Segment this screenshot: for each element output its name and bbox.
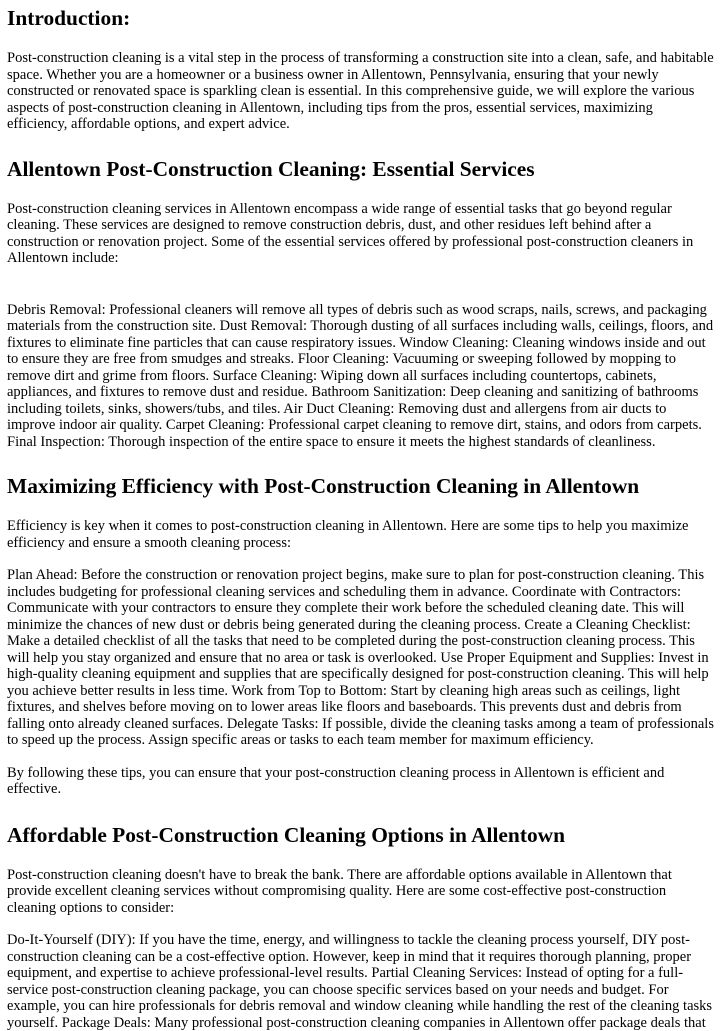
services-intro-paragraph: Post-construction cleaning services in Allentown encompass a wide range of essential tasks that go beyond regular cleaning. These services are designed to remove construction debris, dust, and other residues left behind after a construction or renovation project. Some of the essential services offered by professional post-construction cleaners in Allentown include: — [7, 200, 694, 266]
affordable-options-paragraph: Do-It-Yourself (DIY): If you have the time, energy, and willingness to tackle the cleaning process yourself, DIY post-construction cleaning can be a cost-effective option. However, keep in mind that it requires thorough planning, proper equipment, and expertise to achieve professional-level results. Partial Cleaning Services: Instead of opting for a full-service post-construction cleaning package, you can choose specific services based on your needs and budget. For example, you can hire professionals for debris removal and window cleaning while handling the rest of the cleaning tasks yourself. Package Deals: Many professional post-construction cleaning companies in Allentown offer package deals that — [7, 932, 713, 1031]
efficiency-intro-paragraph: Efficiency is key when it comes to post-construction cleaning in Allentown. Here are some tips to help you maximize efficiency and ensure a smooth cleaning process: — [7, 518, 689, 551]
efficiency-tips-paragraph: Plan Ahead: Before the construction or renovation project begins, make sure to plan for post-construction cleaning. This includes budgeting for professional cleaning services and scheduling them in advance. Coordinate with Contractors: Communicate with your contractors to ensure they complete their work before the scheduled cleaning date. This will minimize the chances of new dust or debris being generated during the cleaning process. Create a Cleaning Checklist: Make a detailed checklist of all the tasks that need to be completed during the post-construction cleaning process. This will help you stay organized and ensure that no area or task is overlooked. Use Proper Equipment and Supplies: Invest in high-quality cleaning equipment and supplies that are specifically designed for post-construction cleaning. This will help you achieve better results in less time. Work from Top to Bottom: Start by cleaning high areas such as ceilings, light fixtures, and shelves before moving on to lower areas like floors and baseboards. This prevents dust and debris from falling onto already cleaned surfaces. Delegate Tasks: If possible, divide the cleaning tasks among a team of professionals to speed up the process. Assign specific areas or tasks to each team member for maximum efficiency. — [7, 567, 714, 748]
article — [7, 0, 715, 1031]
introduction-heading: Introduction: — [7, 6, 131, 30]
services-list-paragraph: Debris Removal: Professional cleaners will remove all types of debris such as wood scraps, nails, screws, and packaging materials from the construction site. Dust Removal: Thorough dusting of all surfaces including walls, ceilings, floors, and fixtures to eliminate fine particles that can cause respiratory issues. Window Cleaning: Cleaning windows inside and out to ensure they are free from smudges and streaks. Floor Cleaning: Vacuuming or sweeping followed by mopping to remove dirt and grime from floors. Surface Cleaning: Wiping down all surfaces including countertops, cabinets, appliances, and fixtures to remove dust and residue. Bathroom Sanitization: Deep cleaning and sanitizing of bathrooms including toilets, sinks, showers/tubs, and tiles. Air Duct Cleaning: Removing dust and allergens from air ducts to improve indoor air quality. Carpet Cleaning: Professional carpet cleaning to remove dirt, stains, and odors from carpets. Final Inspection: Thorough inspection of the entire space to ensure it meets the highest standards of cleanliness. — [7, 301, 714, 450]
efficiency-outro-paragraph: By following these tips, you can ensure that your post-construction cleaning process in Allentown is efficient and effective. — [7, 764, 665, 797]
introduction-paragraph: Post-construction cleaning is a vital step in the process of transforming a construction site into a clean, safe, and habitable space. Whether you are a homeowner or a business owner in Allentown, Pennsylvania, ensuring that your newly constructed or renovated space is sparkling clean is essential. In this comprehensive guide, we will explore the various aspects of post-construction cleaning in Allentown, including tips from the pros, essential services, maximizing efficiency, affordable options, and expert advice. — [7, 50, 714, 132]
affordable-intro-paragraph: Post-construction cleaning doesn't have to break the bank. There are affordable options available in Allentown that provide excellent cleaning services without compromising quality. Here are some cost-effective post-construction cleaning options to consider: — [7, 866, 672, 916]
efficiency-heading: Maximizing Efficiency with Post-Construction Cleaning in Allentown — [7, 474, 640, 498]
affordable-heading: Affordable Post-Construction Cleaning Options in Allentown — [7, 822, 565, 847]
services-heading: Allentown Post-Construction Cleaning: Essential Services — [7, 156, 535, 181]
